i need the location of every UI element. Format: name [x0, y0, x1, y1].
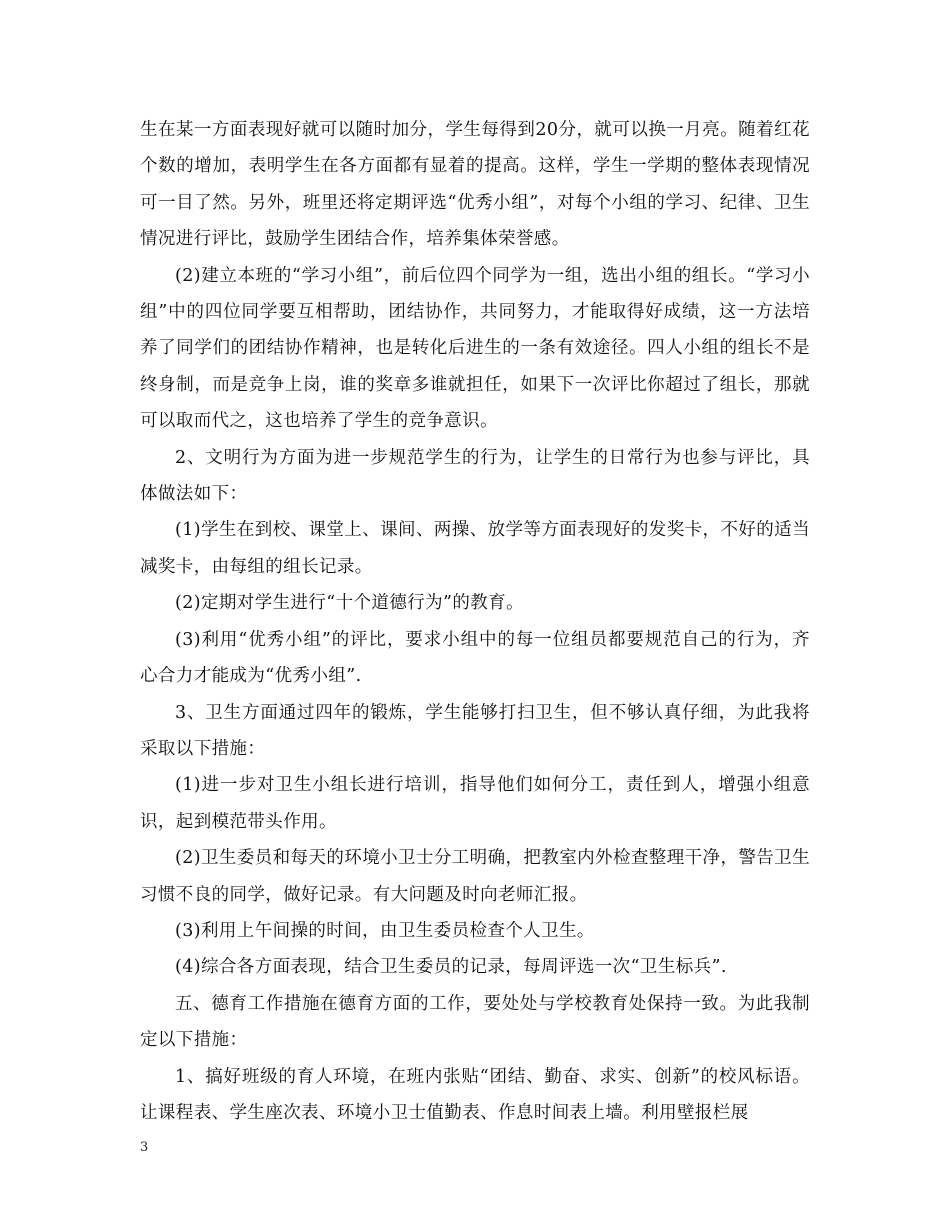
paragraph-hygiene-item-3: (3)利用上午间操的时间，由卫生委员检查个人卫生。 [175, 920, 595, 941]
paragraph-behavior-item-3: (3)利用“优秀小组”的评比，要求小组中的每一位组员都要规范自己的行为，齐心合力才能成为“优秀小组”. [140, 629, 810, 687]
paragraph-behavior-item-1: (1)学生在到校、课堂上、课间、两操、放学等方面表现好的发奖卡，不好的适当减奖卡，由每组的组长记录。 [140, 520, 810, 577]
paragraph-hygiene: 3、卫生方面通过四年的锻炼，学生能够打扫卫生，但不够认真仔细，为此我将采取以下措施： [140, 702, 810, 759]
paragraph-behavior-item-2: (2)定期对学生进行“十个道德行为”的教育。 [175, 593, 524, 614]
paragraph-civil-behavior: 2、文明行为方面为进一步规范学生的行为，让学生的日常行为也参与评比，具体做法如下： [140, 447, 810, 505]
paragraph-hygiene-item-4: (4)综合各方面表现，结合卫生委员的记录，每周评选一次“卫生标兵”. [175, 957, 727, 978]
paragraph-continuation: 生在某一方面表现好就可以随时加分，学生每得到20分，就可以换一月亮。随着红花个数的增加，表明学生在各方面都有显着的提高。这样，学生一学期的整体表现情况可一目了然。另外，班里还将定期评选“优秀小组”，对每个小组的学习、纪律、卫生情况进行评比，鼓励学生团结合作，培养集体荣誉感。 [140, 120, 810, 250]
paragraph-hygiene-item-2: (2)卫生委员和每天的环境小卫士分工明确，把教室内外检查整理干净，警告卫生习惯不良的同学，做好记录。有大问题及时向老师汇报。 [140, 848, 810, 905]
document-body [140, 112, 810, 1131]
paragraph-hygiene-item-1: (1)进一步对卫生小组长进行培训，指导他们如何分工，责任到人，增强小组意识，起到模范带头作用。 [140, 775, 810, 832]
paragraph-study-group: (2)建立本班的“学习小组”，前后位四个同学为一组，选出小组的组长。“学习小组”中的四位同学要互相帮助，团结协作，共同努力，才能取得好成绩，这一方法培养了同学们的团结协作精神，也是转化后进生的一条有效途径。四人小组的组长不是终身制，而是竞争上岗，谁的奖章多谁就担任，如果下一次评比你超过了组长，那就可以取而代之，这也培养了学生的竞争意识。 [140, 265, 810, 432]
paragraph-class-environment: 1、搞好班级的育人环境，在班内张贴“团结、勤奋、求实、创新”的校风标语。让课程表、学生座次表、环境小卫士值勤表、作息时间表上墙。利用壁报栏展 [140, 1066, 810, 1123]
page-number: 3 [140, 1140, 149, 1155]
paragraph-moral-measures: 五、德育工作措施在德育方面的工作，要处处与学校教育处保持一致。为此我制定以下措施： [140, 993, 810, 1051]
